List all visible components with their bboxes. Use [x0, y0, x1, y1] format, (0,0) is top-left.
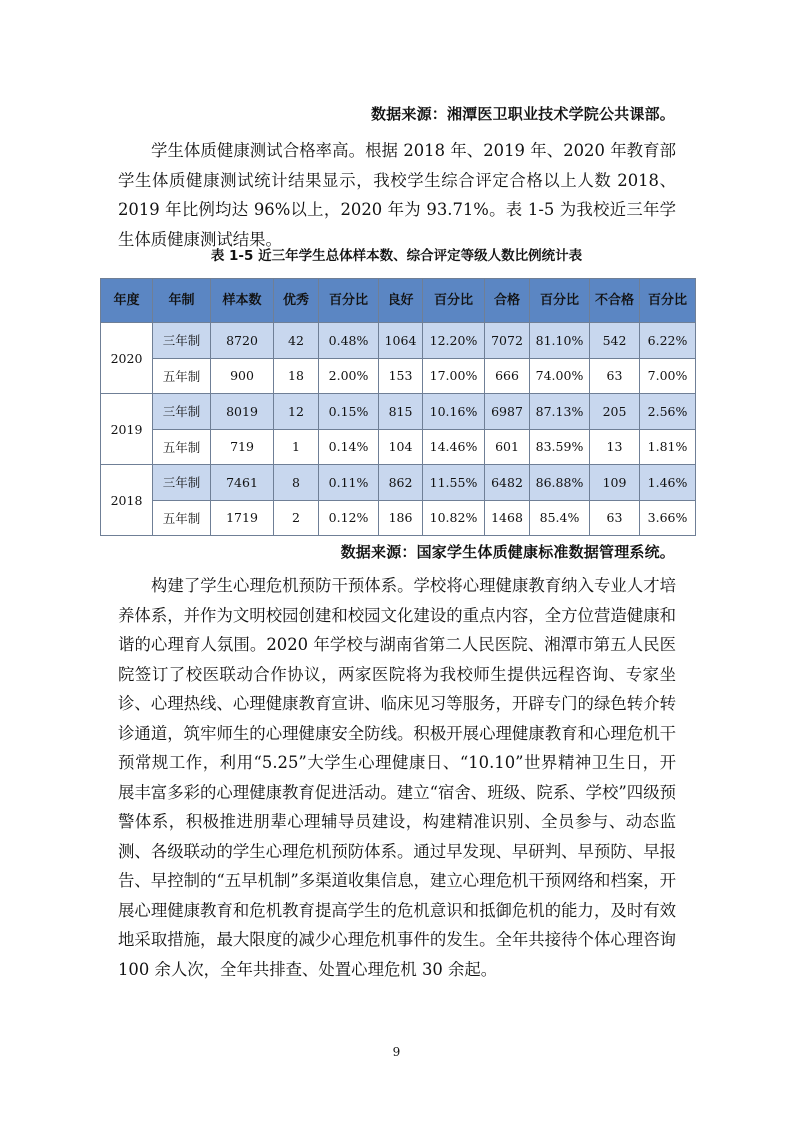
- table-cell: 81.10%: [530, 323, 590, 359]
- table-cell: 7.00%: [640, 358, 696, 394]
- table-cell: 153: [379, 358, 423, 394]
- table-header-cell: 年制: [153, 279, 211, 323]
- table-cell: 10.16%: [423, 394, 485, 430]
- table-header-cell: 百分比: [319, 279, 379, 323]
- table-cell: 719: [211, 429, 274, 465]
- table-cell: 五年制: [153, 429, 211, 465]
- table-row: [101, 358, 696, 394]
- table-cell: 6482: [485, 465, 530, 501]
- table-cell: 205: [590, 394, 640, 430]
- table-cell: 14.46%: [423, 429, 485, 465]
- table-cell: 10.82%: [423, 500, 485, 536]
- source-note-top: 数据来源：湘潭医卫职业技术学院公共课部。: [370, 105, 675, 123]
- table-cell: 三年制: [153, 323, 211, 359]
- table-header-cell: 样本数: [211, 279, 274, 323]
- table-header-cell: 不合格: [590, 279, 640, 323]
- table-caption: 表 1-5 近三年学生总体样本数、综合评定等级人数比例统计表: [210, 248, 583, 264]
- table-header-cell: 良好: [379, 279, 423, 323]
- table-header-cell: 优秀: [274, 279, 319, 323]
- table-cell: 666: [485, 358, 530, 394]
- table-cell: 8720: [211, 323, 274, 359]
- table-cell: 13: [590, 429, 640, 465]
- table-header-row: [101, 279, 696, 323]
- table-cell: 三年制: [153, 465, 211, 501]
- table-cell: 862: [379, 465, 423, 501]
- table-cell: 18: [274, 358, 319, 394]
- table-cell: 五年制: [153, 500, 211, 536]
- table-header-cell: 百分比: [640, 279, 696, 323]
- table-cell: 83.59%: [530, 429, 590, 465]
- table-cell: 109: [590, 465, 640, 501]
- table-cell: 1.46%: [640, 465, 696, 501]
- table-cell: 1468: [485, 500, 530, 536]
- table-cell: 2.56%: [640, 394, 696, 430]
- table-cell: 6.22%: [640, 323, 696, 359]
- table-cell: 12: [274, 394, 319, 430]
- table-cell: 63: [590, 358, 640, 394]
- fitness-stats-table: [100, 278, 696, 536]
- table-row: [101, 465, 696, 501]
- table-cell: 17.00%: [423, 358, 485, 394]
- table-cell: 87.13%: [530, 394, 590, 430]
- table-cell: 104: [379, 429, 423, 465]
- table-cell: 74.00%: [530, 358, 590, 394]
- table-cell: 0.48%: [319, 323, 379, 359]
- table-cell: 3.66%: [640, 500, 696, 536]
- table-cell: 1064: [379, 323, 423, 359]
- year-cell: 2020: [101, 323, 153, 394]
- page-number: 9: [392, 1045, 401, 1059]
- table-cell: 8019: [211, 394, 274, 430]
- table-cell: 2.00%: [319, 358, 379, 394]
- table-cell: 815: [379, 394, 423, 430]
- table-header-cell: 百分比: [423, 279, 485, 323]
- table-cell: 542: [590, 323, 640, 359]
- table-cell: 1719: [211, 500, 274, 536]
- table-header-cell: 合格: [485, 279, 530, 323]
- year-cell: 2018: [101, 465, 153, 536]
- table-row: [101, 500, 696, 536]
- table-cell: 0.14%: [319, 429, 379, 465]
- paragraph-fitness-results: 学生体质健康测试合格率高。根据 2018 年、2019 年、2020 年教育部学生体质健康测试统计结果显示，我校学生综合评定合格以上人数 2018、2019 年比例均达 96%以上，2020 年为 93.71%。表 1-5 为我校近三年学生体质健康测试结果。: [118, 141, 676, 249]
- table-cell: 63: [590, 500, 640, 536]
- table-row: [101, 323, 696, 359]
- table-cell: 7072: [485, 323, 530, 359]
- table-cell: 0.15%: [319, 394, 379, 430]
- table-cell: 1: [274, 429, 319, 465]
- table-cell: 601: [485, 429, 530, 465]
- table-header-cell: 百分比: [530, 279, 590, 323]
- table-cell: 186: [379, 500, 423, 536]
- table-cell: 11.55%: [423, 465, 485, 501]
- source-note-table: 数据来源：国家学生体质健康标准数据管理系统。: [340, 543, 675, 561]
- paragraph-psych-crisis: 构建了学生心理危机预防干预体系。学校将心理健康教育纳入专业人才培养体系，并作为文明校园创建和校园文化建设的重点内容，全方位营造健康和谐的心理育人氛围。2020 年学校与湖南省第二人民医院、湘潭市第五人民医院签订了校医联动合作协议，两家医院将为我校师生提供远程咨询、专家坐诊、心理热线、心理健康教育宣讲、临床见习等服务，开辟专门的绿色转介转诊通道，筑牢师生的心理健康安全防线。积极开展心理健康教育和心理危机干预常规工作，利用“5.25”大学生心理健康日、“10.10”世界精神卫生日，开展丰富多彩的心理健康教育促进活动。建立“宿舍、班级、院系、学校”四级预警体系，积极推进朋辈心理辅导员建设，构建精准识别、全员参与、动态监测、各级联动的学生心理危机预防体系。通过早发现、早研判、早预防、早报告、早控制的“五早机制”多渠道收集信息，建立心理危机干预网络和档案，开展心理健康教育和危机教育提高学生的危机意识和抵御危机的能力，及时有效地采取措施，最大限度的减少心理危机事件的发生。全年共接待个体心理咨询 100 余人次，全年共排查、处置心理危机 30 余起。: [118, 576, 676, 979]
- table-cell: 8: [274, 465, 319, 501]
- table-cell: 1.81%: [640, 429, 696, 465]
- table-cell: 2: [274, 500, 319, 536]
- table-cell: 0.12%: [319, 500, 379, 536]
- table-cell: 85.4%: [530, 500, 590, 536]
- table-cell: 三年制: [153, 394, 211, 430]
- table-cell: 86.88%: [530, 465, 590, 501]
- table-cell: 12.20%: [423, 323, 485, 359]
- table-cell: 五年制: [153, 358, 211, 394]
- table-cell: 0.11%: [319, 465, 379, 501]
- table-row: [101, 394, 696, 430]
- year-cell: 2019: [101, 394, 153, 465]
- table-cell: 42: [274, 323, 319, 359]
- table-cell: 6987: [485, 394, 530, 430]
- table-cell: 7461: [211, 465, 274, 501]
- table-cell: 900: [211, 358, 274, 394]
- table-row: [101, 429, 696, 465]
- table-header-cell: 年度: [101, 279, 153, 323]
